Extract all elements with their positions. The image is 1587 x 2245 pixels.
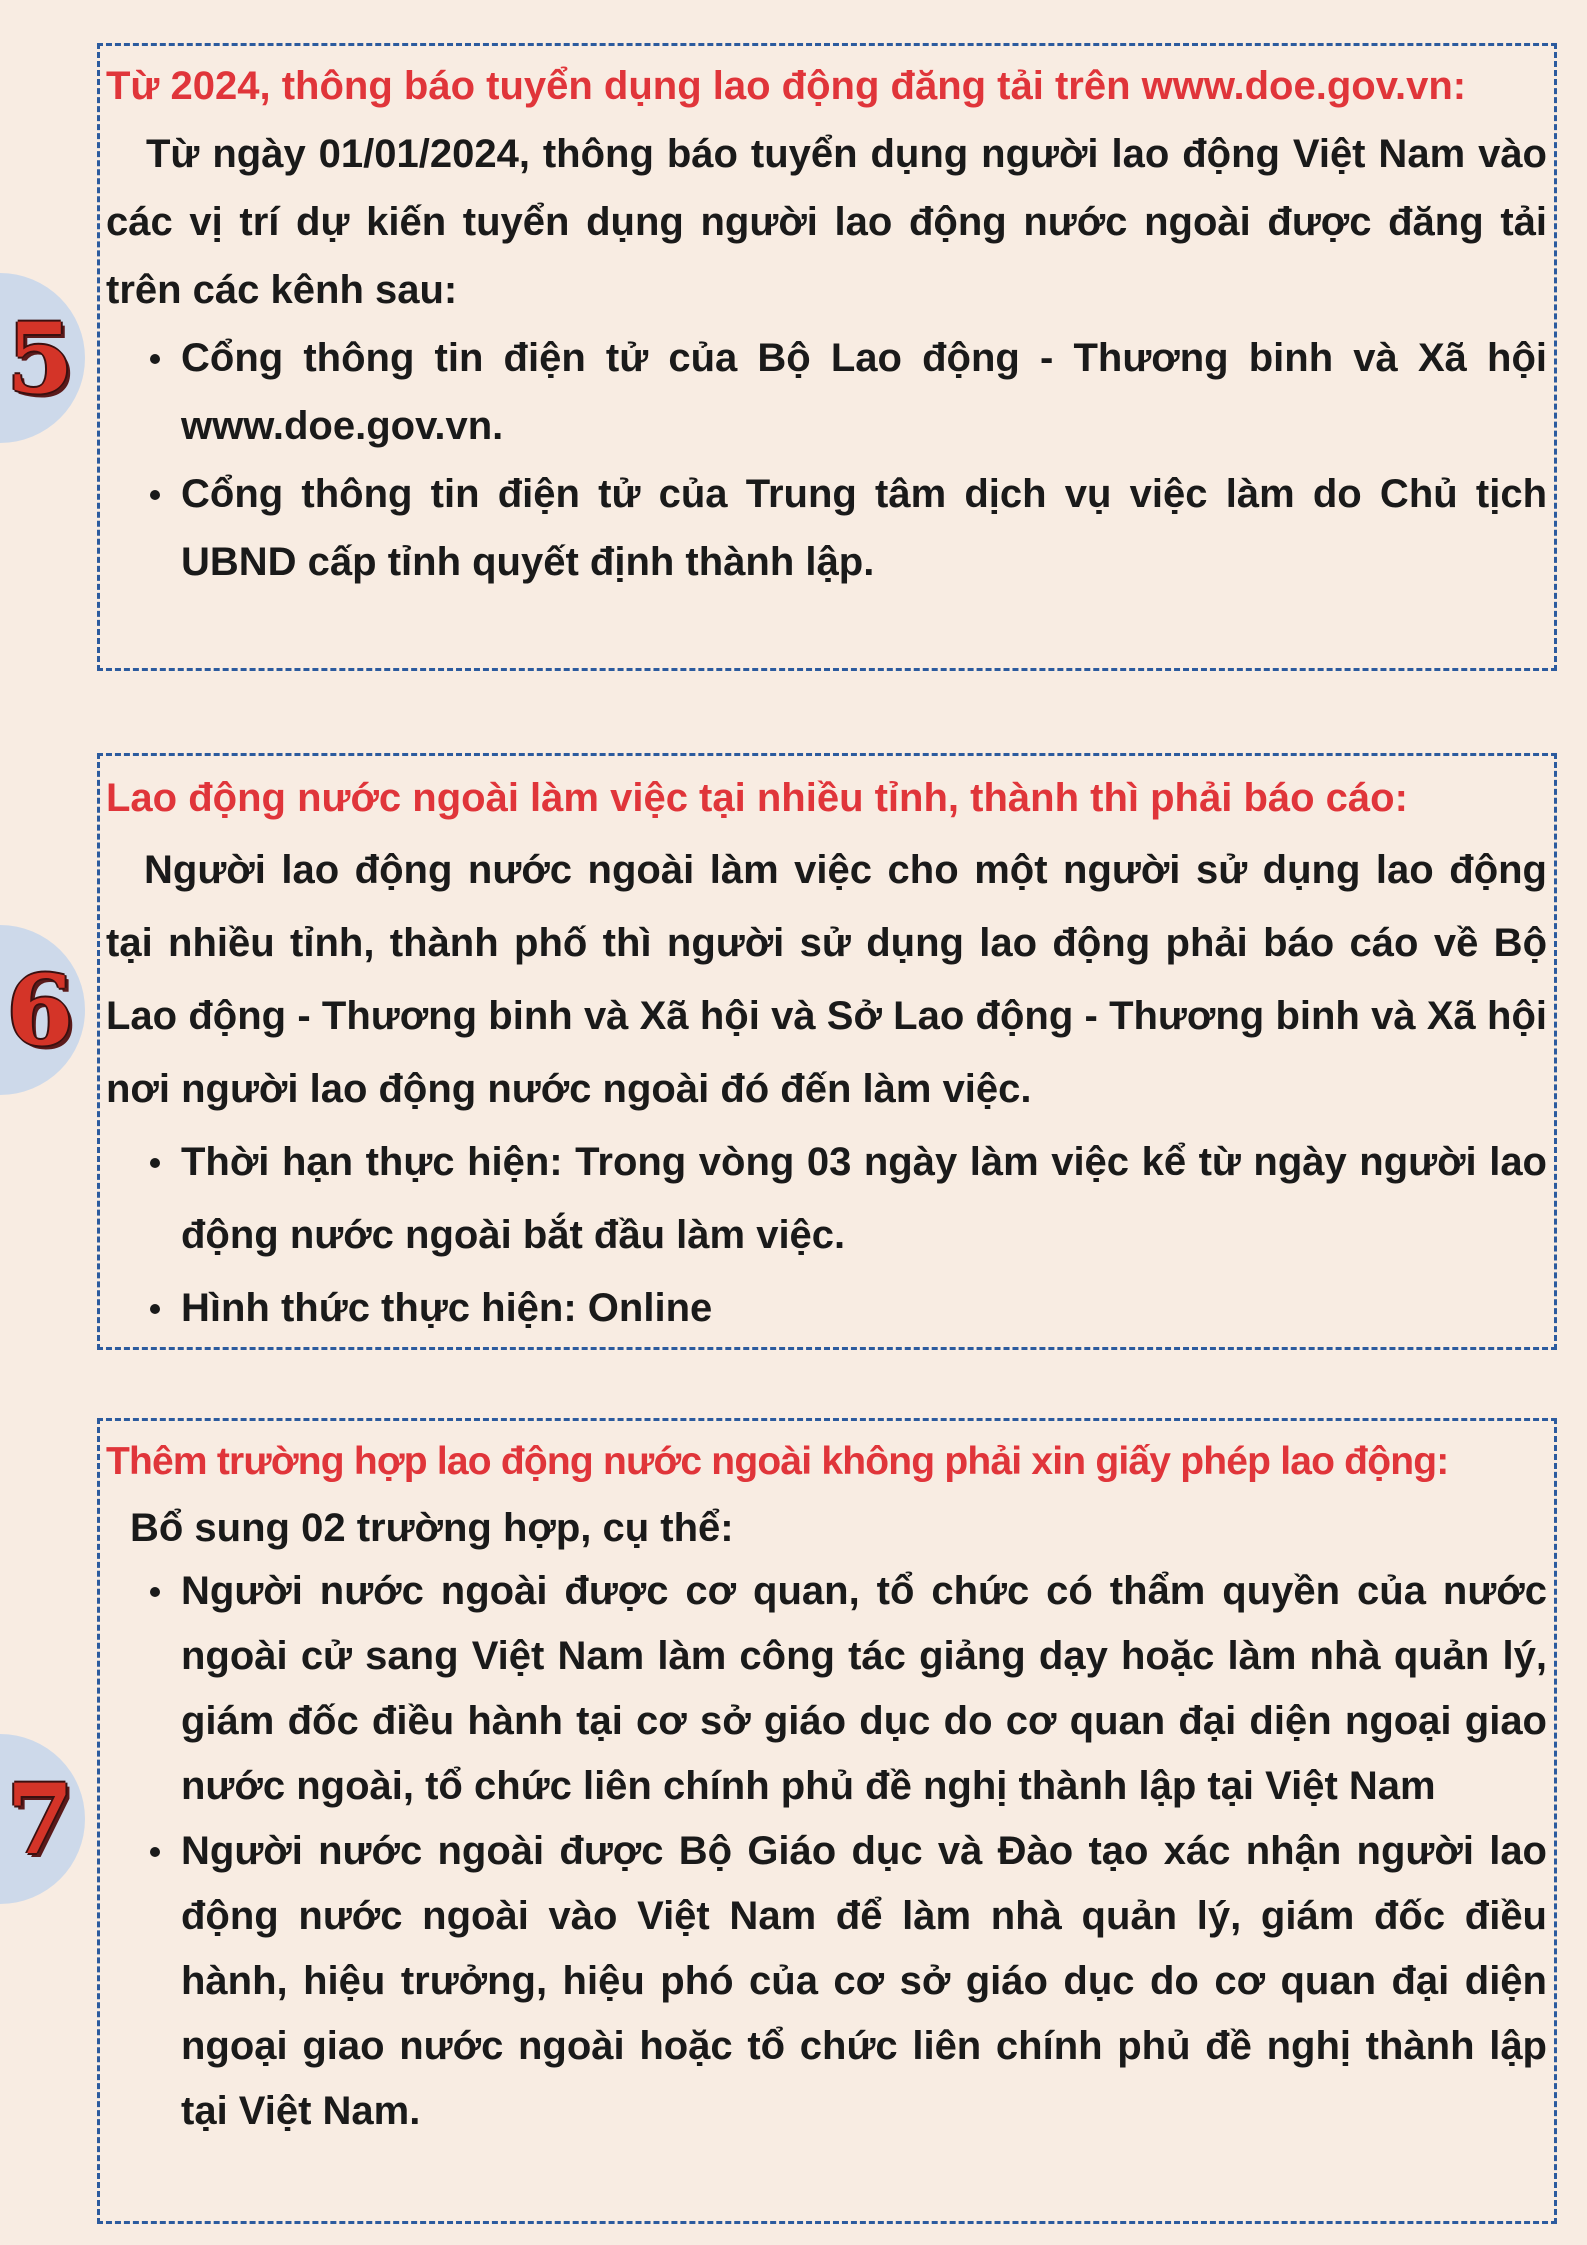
section-number-badge-6 [0, 925, 85, 1095]
list-item: Cổng thông tin điện tử của Bộ Lao động - Thương binh và Xã hội www.doe.gov.vn. [106, 324, 1547, 460]
section-5-heading: Từ 2024, thông báo tuyển dụng lao động đăng tải trên www.doe.gov.vn: [106, 64, 1467, 108]
section-6-heading: Lao động nước ngoài làm việc tại nhiều tỉnh, thành thì phải báo cáo: [106, 776, 1408, 820]
section-7-bullet-list [106, 1559, 1547, 2144]
section-5-bullet-list [106, 324, 1547, 596]
section-number-badge-5 [0, 273, 85, 443]
section-number-badge-7 [0, 1734, 85, 1904]
list-item: Cổng thông tin điện tử của Trung tâm dịch vụ việc làm do Chủ tịch UBND cấp tỉnh quyết định thành lập. [106, 460, 1547, 596]
section-number-7: 7 [6, 1762, 74, 1876]
section-6-paragraph: Người lao động nước ngoài làm việc cho một người sử dụng lao động tại nhiều tỉnh, thành phố thì người sử dụng lao động phải báo cáo về Bộ Lao động - Thương binh và Xã hội và Sở Lao động - Thương binh và Xã hội nơi người lao động nước ngoài đó đến làm việc. [106, 848, 1547, 1111]
list-item: Người nước ngoài được cơ quan, tổ chức có thẩm quyền của nước ngoài cử sang Việt Nam làm công tác giảng dạy hoặc làm nhà quản lý, giám đốc điều hành tại cơ sở giáo dục do cơ quan đại diện ngoại giao nước ngoài, tổ chức liên chính phủ đề nghị thành lập tại Việt Nam [106, 1559, 1547, 1819]
section-5-paragraph: Từ ngày 01/01/2024, thông báo tuyển dụng người lao động Việt Nam vào các vị trí dự kiến tuyển dụng người lao động nước ngoài được đăng tải trên các kênh sau: [106, 132, 1547, 312]
section-6-box [97, 753, 1557, 1350]
section-number-5: 5 [6, 301, 74, 415]
section-5-box [97, 43, 1557, 671]
section-number-6: 6 [6, 953, 74, 1067]
section-7-paragraph: Bổ sung 02 trường hợp, cụ thể: [130, 1506, 734, 1550]
section-7-box [97, 1418, 1557, 2224]
list-item: Hình thức thực hiện: Online [106, 1272, 1547, 1345]
section-6-bullet-list [106, 1126, 1547, 1345]
list-item: Người nước ngoài được Bộ Giáo dục và Đào tạo xác nhận người lao động nước ngoài vào Việt Nam để làm nhà quản lý, giám đốc điều hành, hiệu trưởng, hiệu phó của cơ sở giáo dục do cơ quan đại diện ngoại giao nước ngoài hoặc tổ chức liên chính phủ đề nghị thành lập tại Việt Nam. [106, 1819, 1547, 2144]
section-7-heading: Thêm trường hợp lao động nước ngoài không phải xin giấy phép lao động: [106, 1440, 1449, 1483]
list-item: Thời hạn thực hiện: Trong vòng 03 ngày làm việc kể từ ngày người lao động nước ngoài bắt đầu làm việc. [106, 1126, 1547, 1272]
